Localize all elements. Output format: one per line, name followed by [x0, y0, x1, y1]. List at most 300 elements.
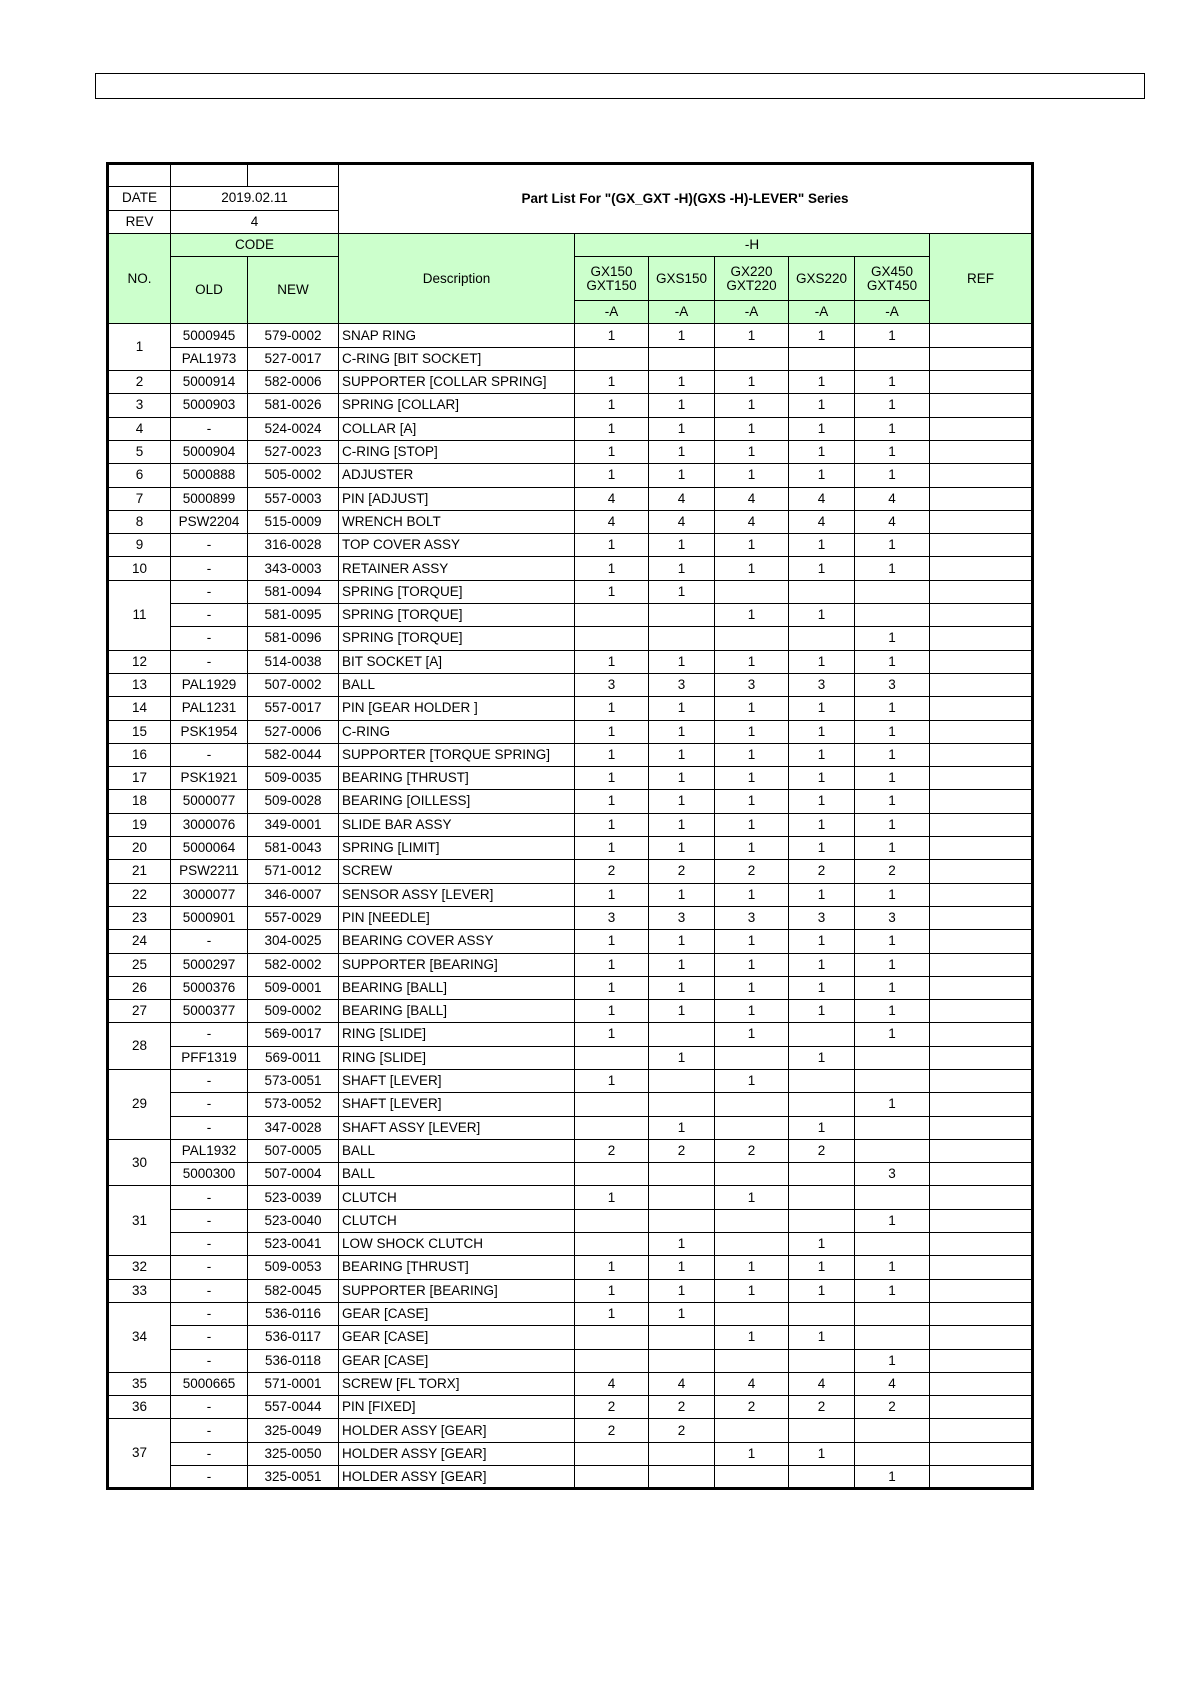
new-code-cell: 557-0044 [248, 1396, 339, 1419]
quantity-cell [649, 1466, 715, 1489]
table-row [108, 534, 1033, 557]
quantity-cell: 1 [715, 1256, 789, 1279]
new-code-cell: 524-0024 [248, 417, 339, 440]
quantity-cell: 1 [575, 720, 649, 743]
old-code-cell: 5000077 [171, 790, 248, 813]
quantity-cell: 1 [575, 417, 649, 440]
new-code-cell: 507-0004 [248, 1163, 339, 1186]
quantity-cell [789, 1069, 855, 1092]
old-code-cell: - [171, 1349, 248, 1372]
quantity-cell [855, 347, 930, 370]
header-model [575, 257, 649, 301]
table-row [108, 394, 1033, 417]
parts-list-table [106, 162, 1034, 1490]
new-code-cell: 304-0025 [248, 930, 339, 953]
quantity-cell: 2 [649, 1139, 715, 1162]
header-ref: REF [930, 233, 1033, 324]
old-code-cell: 5000665 [171, 1372, 248, 1395]
description-cell: SHAFT [LEVER] [339, 1069, 575, 1092]
quantity-cell: 4 [789, 487, 855, 510]
table-row [108, 1279, 1033, 1302]
header-model [649, 257, 715, 301]
old-code-cell: PAL1973 [171, 347, 248, 370]
quantity-cell [715, 1349, 789, 1372]
description-cell: SPRING [TORQUE] [339, 604, 575, 627]
quantity-cell: 1 [855, 440, 930, 463]
quantity-cell: 1 [855, 1256, 930, 1279]
new-code-cell: 582-0044 [248, 743, 339, 766]
quantity-cell: 2 [789, 1396, 855, 1419]
part-number-cell: 36 [108, 1396, 171, 1419]
quantity-cell: 2 [649, 860, 715, 883]
new-code-cell: 316-0028 [248, 534, 339, 557]
description-cell: SPRING [TORQUE] [339, 580, 575, 603]
rev-label: REV [108, 210, 171, 233]
part-number-cell: 28 [108, 1023, 171, 1070]
header-code: CODE [171, 233, 339, 256]
new-code-cell: 527-0006 [248, 720, 339, 743]
quantity-cell: 2 [789, 1139, 855, 1162]
old-code-cell: 5000945 [171, 324, 248, 347]
quantity-cell: 1 [789, 417, 855, 440]
quantity-cell: 4 [855, 510, 930, 533]
quantity-cell [855, 1046, 930, 1069]
rev-value: 4 [171, 210, 339, 233]
quantity-cell: 1 [715, 534, 789, 557]
old-code-cell: - [171, 1116, 248, 1139]
part-number-cell: 30 [108, 1139, 171, 1186]
table-row [108, 1186, 1033, 1209]
description-cell: SUPPORTER [BEARING] [339, 1279, 575, 1302]
ref-cell [930, 1209, 1033, 1232]
quantity-cell: 2 [855, 860, 930, 883]
quantity-cell: 1 [649, 534, 715, 557]
old-code-cell: - [171, 930, 248, 953]
new-code-cell: 325-0049 [248, 1419, 339, 1442]
quantity-cell [789, 1349, 855, 1372]
quantity-cell [715, 1302, 789, 1325]
ref-cell [930, 347, 1033, 370]
part-number-cell: 5 [108, 440, 171, 463]
ref-cell [930, 930, 1033, 953]
ref-cell [930, 1233, 1033, 1256]
quantity-cell [649, 1069, 715, 1092]
old-code-cell: PSK1921 [171, 767, 248, 790]
old-code-cell: 5000888 [171, 464, 248, 487]
table-row [108, 1372, 1033, 1395]
ref-cell [930, 1023, 1033, 1046]
quantity-cell: 1 [715, 464, 789, 487]
quantity-cell: 1 [715, 1000, 789, 1023]
ref-cell [930, 1163, 1033, 1186]
model-suffix: -A [575, 301, 649, 324]
quantity-cell: 1 [789, 930, 855, 953]
ref-cell [930, 1069, 1033, 1092]
description-cell: SPRING [LIMIT] [339, 837, 575, 860]
old-code-cell: - [171, 1442, 248, 1465]
quantity-cell: 1 [575, 394, 649, 417]
quantity-cell [575, 1163, 649, 1186]
part-number-cell: 24 [108, 930, 171, 953]
description-cell: BEARING [OILLESS] [339, 790, 575, 813]
table-row [108, 1139, 1033, 1162]
quantity-cell: 4 [789, 510, 855, 533]
quantity-cell: 1 [649, 813, 715, 836]
table-row [108, 324, 1033, 347]
quantity-cell: 1 [855, 976, 930, 999]
quantity-cell: 1 [649, 324, 715, 347]
quantity-cell [649, 1093, 715, 1116]
quantity-cell: 2 [649, 1419, 715, 1442]
quantity-cell: 1 [649, 1116, 715, 1139]
part-number-cell: 32 [108, 1256, 171, 1279]
ref-cell [930, 1116, 1033, 1139]
quantity-cell: 1 [649, 837, 715, 860]
new-code-cell: 527-0023 [248, 440, 339, 463]
model-name: GX450 [870, 263, 914, 279]
part-number-cell: 19 [108, 813, 171, 836]
part-number-cell: 33 [108, 1279, 171, 1302]
description-cell: WRENCH BOLT [339, 510, 575, 533]
quantity-cell: 1 [789, 1233, 855, 1256]
quantity-cell: 1 [789, 697, 855, 720]
quantity-cell [715, 1209, 789, 1232]
table-row [108, 1302, 1033, 1325]
description-cell: BEARING COVER ASSY [339, 930, 575, 953]
part-number-cell: 4 [108, 417, 171, 440]
quantity-cell: 4 [715, 510, 789, 533]
quantity-cell: 1 [715, 394, 789, 417]
quantity-cell [715, 1093, 789, 1116]
new-code-cell: 343-0003 [248, 557, 339, 580]
quantity-cell: 3 [855, 673, 930, 696]
quantity-cell: 3 [855, 906, 930, 929]
description-cell: BEARING [BALL] [339, 1000, 575, 1023]
quantity-cell [575, 347, 649, 370]
quantity-cell [575, 604, 649, 627]
old-code-cell: PAL1231 [171, 697, 248, 720]
quantity-cell [649, 1209, 715, 1232]
table-row [108, 1093, 1033, 1116]
ref-cell [930, 650, 1033, 673]
description-cell: GEAR [CASE] [339, 1326, 575, 1349]
old-code-cell: PAL1929 [171, 673, 248, 696]
description-cell: HOLDER ASSY [GEAR] [339, 1442, 575, 1465]
quantity-cell: 1 [649, 394, 715, 417]
ref-cell [930, 464, 1033, 487]
old-code-cell: 5000300 [171, 1163, 248, 1186]
old-code-cell: PSW2204 [171, 510, 248, 533]
description-cell: CLUTCH [339, 1186, 575, 1209]
ref-cell [930, 1372, 1033, 1395]
quantity-cell: 1 [575, 650, 649, 673]
quantity-cell: 1 [789, 650, 855, 673]
quantity-cell: 2 [575, 1419, 649, 1442]
page-title: Part List For "(GX_GXT -H)(GXS -H)-LEVER" Series [339, 164, 1033, 234]
part-number-cell: 16 [108, 743, 171, 766]
quantity-cell: 1 [715, 417, 789, 440]
quantity-cell: 1 [789, 813, 855, 836]
table-row [108, 1023, 1033, 1046]
quantity-cell: 1 [649, 464, 715, 487]
quantity-cell: 1 [575, 1302, 649, 1325]
quantity-cell: 1 [855, 697, 930, 720]
new-code-cell: 509-0028 [248, 790, 339, 813]
old-code-cell: - [171, 1466, 248, 1489]
quantity-cell: 1 [715, 324, 789, 347]
quantity-cell [855, 1302, 930, 1325]
old-code-cell: - [171, 1302, 248, 1325]
table-row [108, 580, 1033, 603]
new-code-cell: 536-0116 [248, 1302, 339, 1325]
quantity-cell: 1 [649, 883, 715, 906]
quantity-cell [715, 580, 789, 603]
model-suffix: -A [715, 301, 789, 324]
old-code-cell: - [171, 417, 248, 440]
old-code-cell: PFF1319 [171, 1046, 248, 1069]
old-code-cell: - [171, 1233, 248, 1256]
quantity-cell [855, 580, 930, 603]
model-name: GXS150 [655, 270, 708, 286]
model-suffix: -A [855, 301, 930, 324]
quantity-cell: 1 [789, 720, 855, 743]
model-name-alt: GXT150 [586, 277, 637, 293]
old-code-cell: - [171, 1069, 248, 1092]
model-name: GX220 [730, 263, 773, 279]
table-row [108, 813, 1033, 836]
quantity-cell: 4 [649, 487, 715, 510]
old-code-cell: - [171, 627, 248, 650]
description-cell: TOP COVER ASSY [339, 534, 575, 557]
ref-cell [930, 580, 1033, 603]
new-code-cell: 325-0050 [248, 1442, 339, 1465]
quantity-cell: 1 [855, 930, 930, 953]
old-code-cell: 5000377 [171, 1000, 248, 1023]
quantity-cell: 2 [715, 860, 789, 883]
part-number-cell: 37 [108, 1419, 171, 1489]
description-cell: BEARING [THRUST] [339, 1256, 575, 1279]
description-cell: SUPPORTER [COLLAR SPRING] [339, 371, 575, 394]
table-row [108, 1233, 1033, 1256]
table-row [108, 697, 1033, 720]
new-code-cell: 325-0051 [248, 1466, 339, 1489]
description-cell: SPRING [TORQUE] [339, 627, 575, 650]
description-cell: PIN [ADJUST] [339, 487, 575, 510]
quantity-cell [789, 1419, 855, 1442]
ref-cell [930, 1396, 1033, 1419]
new-code-cell: 581-0094 [248, 580, 339, 603]
quantity-cell: 2 [715, 1139, 789, 1162]
ref-cell [930, 837, 1033, 860]
quantity-cell: 1 [789, 837, 855, 860]
quantity-cell: 3 [575, 906, 649, 929]
ref-cell [930, 1000, 1033, 1023]
quantity-cell: 1 [789, 1442, 855, 1465]
quantity-cell: 2 [855, 1396, 930, 1419]
old-code-cell: - [171, 1209, 248, 1232]
quantity-cell: 1 [715, 813, 789, 836]
new-code-cell: 581-0095 [248, 604, 339, 627]
ref-cell [930, 604, 1033, 627]
part-number-cell: 8 [108, 510, 171, 533]
description-cell: SUPPORTER [BEARING] [339, 953, 575, 976]
old-code-cell: - [171, 534, 248, 557]
quantity-cell [575, 1116, 649, 1139]
part-number-cell: 3 [108, 394, 171, 417]
table-row [108, 604, 1033, 627]
quantity-cell: 2 [575, 1396, 649, 1419]
ref-cell [930, 1302, 1033, 1325]
table-row [108, 464, 1033, 487]
quantity-cell: 1 [789, 557, 855, 580]
new-code-cell: 582-0002 [248, 953, 339, 976]
quantity-cell [715, 1163, 789, 1186]
quantity-cell: 1 [715, 883, 789, 906]
old-code-cell: 5000904 [171, 440, 248, 463]
quantity-cell [715, 1233, 789, 1256]
description-cell: SHAFT ASSY [LEVER] [339, 1116, 575, 1139]
description-cell: COLLAR [A] [339, 417, 575, 440]
ref-cell [930, 673, 1033, 696]
table-row [108, 1116, 1033, 1139]
ref-cell [930, 1279, 1033, 1302]
model-suffix: -A [649, 301, 715, 324]
quantity-cell [649, 347, 715, 370]
quantity-cell: 1 [789, 953, 855, 976]
quantity-cell [789, 1209, 855, 1232]
new-code-cell: 514-0038 [248, 650, 339, 673]
quantity-cell: 1 [575, 790, 649, 813]
old-code-cell: - [171, 604, 248, 627]
quantity-cell: 1 [649, 767, 715, 790]
quantity-cell [855, 604, 930, 627]
quantity-cell: 1 [715, 1442, 789, 1465]
description-cell: SNAP RING [339, 324, 575, 347]
part-number-cell: 34 [108, 1302, 171, 1372]
old-code-cell: - [171, 1419, 248, 1442]
description-cell: C-RING [BIT SOCKET] [339, 347, 575, 370]
quantity-cell: 1 [575, 324, 649, 347]
new-code-cell: 581-0026 [248, 394, 339, 417]
quantity-cell: 1 [715, 1023, 789, 1046]
ref-cell [930, 1466, 1033, 1489]
new-code-cell: 581-0043 [248, 837, 339, 860]
part-number-cell: 18 [108, 790, 171, 813]
part-number-cell: 26 [108, 976, 171, 999]
ref-cell [930, 557, 1033, 580]
ref-cell [930, 883, 1033, 906]
quantity-cell: 1 [575, 767, 649, 790]
old-code-cell: 3000076 [171, 813, 248, 836]
quantity-cell: 4 [715, 487, 789, 510]
quantity-cell: 3 [715, 906, 789, 929]
description-cell: CLUTCH [339, 1209, 575, 1232]
quantity-cell: 4 [715, 1372, 789, 1395]
old-code-cell: 5000914 [171, 371, 248, 394]
ref-cell [930, 697, 1033, 720]
part-number-cell: 2 [108, 371, 171, 394]
quantity-cell: 1 [715, 1069, 789, 1092]
quantity-cell: 1 [789, 743, 855, 766]
quantity-cell: 1 [855, 883, 930, 906]
quantity-cell: 1 [715, 976, 789, 999]
table-row [108, 650, 1033, 673]
quantity-cell: 1 [789, 1279, 855, 1302]
parts-body [108, 324, 1033, 1489]
table-row [108, 883, 1033, 906]
table-row [108, 1000, 1033, 1023]
quantity-cell: 1 [649, 1233, 715, 1256]
quantity-cell: 1 [715, 767, 789, 790]
quantity-cell: 1 [789, 1000, 855, 1023]
table-row [108, 487, 1033, 510]
new-code-cell: 507-0005 [248, 1139, 339, 1162]
quantity-cell: 4 [575, 487, 649, 510]
table-row [108, 1163, 1033, 1186]
table-row [108, 417, 1033, 440]
quantity-cell: 1 [855, 417, 930, 440]
quantity-cell: 4 [575, 510, 649, 533]
ref-cell [930, 534, 1033, 557]
new-code-cell: 523-0040 [248, 1209, 339, 1232]
quantity-cell: 1 [789, 440, 855, 463]
model-suffix: -A [789, 301, 855, 324]
quantity-cell [575, 1442, 649, 1465]
table-row [108, 440, 1033, 463]
description-cell: SHAFT [LEVER] [339, 1093, 575, 1116]
quantity-cell: 4 [789, 1372, 855, 1395]
table-row [108, 1326, 1033, 1349]
part-number-cell: 12 [108, 650, 171, 673]
quantity-cell: 1 [855, 953, 930, 976]
table-row [108, 953, 1033, 976]
old-code-cell: PAL1932 [171, 1139, 248, 1162]
quantity-cell: 1 [715, 720, 789, 743]
quantity-cell: 1 [855, 1209, 930, 1232]
description-cell: SENSOR ASSY [LEVER] [339, 883, 575, 906]
quantity-cell [789, 1302, 855, 1325]
quantity-cell: 4 [855, 487, 930, 510]
quantity-cell: 1 [855, 534, 930, 557]
ref-cell [930, 767, 1033, 790]
meta-blank-cell [171, 164, 248, 187]
quantity-cell [789, 627, 855, 650]
quantity-cell: 3 [855, 1163, 930, 1186]
part-number-cell: 25 [108, 953, 171, 976]
table-row [108, 767, 1033, 790]
quantity-cell: 1 [789, 534, 855, 557]
table-row [108, 627, 1033, 650]
new-code-cell: 527-0017 [248, 347, 339, 370]
quantity-cell: 1 [715, 743, 789, 766]
description-cell: SLIDE BAR ASSY [339, 813, 575, 836]
ref-cell [930, 953, 1033, 976]
old-code-cell: 3000077 [171, 883, 248, 906]
quantity-cell: 1 [789, 394, 855, 417]
part-number-cell: 13 [108, 673, 171, 696]
ref-cell [930, 976, 1033, 999]
quantity-cell: 1 [855, 743, 930, 766]
quantity-cell [715, 347, 789, 370]
quantity-cell: 1 [855, 371, 930, 394]
header-model [855, 257, 930, 301]
quantity-cell: 1 [649, 1046, 715, 1069]
quantity-cell: 1 [855, 790, 930, 813]
quantity-cell: 1 [715, 930, 789, 953]
old-code-cell: - [171, 1093, 248, 1116]
quantity-cell [575, 1093, 649, 1116]
quantity-cell: 1 [575, 440, 649, 463]
